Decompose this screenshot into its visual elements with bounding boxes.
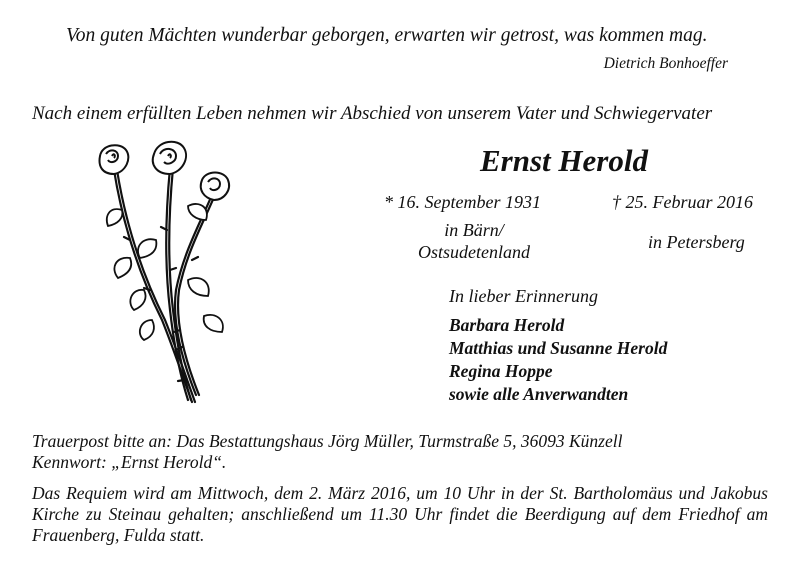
roses-illustration-icon [92, 140, 242, 410]
birth-date: * 16. September 1931 [384, 192, 541, 212]
deceased-name: Ernst Herold [480, 143, 648, 178]
mourner-name: Matthias und Susanne Herold [449, 338, 668, 358]
requiem-text: Das Requiem wird am Mittwoch, dem 2. März 2016, um 10 Uhr in der St. Bartholomäus und Jakobus Kirche zu Steinau gehalten; anschließend um 11.30 Uhr findet die Beerdigung auf dem Friedhof am Frauenberg, Fulda statt. [32, 483, 768, 545]
condolence-address [32, 431, 623, 473]
keyword-line: Kennwort: „Ernst Herold“. [32, 452, 227, 472]
intro-text: Nach einem erfüllten Leben nehmen wir Abschied von unserem Vater und Schwiegervater [32, 103, 713, 124]
condolence-address-line: Trauerpost bitte an: Das Bestattungshaus Jörg Müller, Turmstraße 5, 36093 Künzell [32, 431, 623, 451]
memory-heading: In lieber Erinnerung [449, 286, 598, 306]
birth-place-line-2: Ostsudetenland [418, 242, 530, 262]
death-date: † 25. Februar 2016 [612, 192, 753, 212]
birth-place-line-1: in Bärn/ [444, 220, 504, 240]
birth-place [400, 219, 548, 263]
death-place: in Petersberg [648, 232, 745, 252]
quote-text: Von guten Mächten wunderbar geborgen, erwarten wir getrost, was kommen mag. [66, 25, 708, 46]
mourner-name: Barbara Herold [449, 315, 565, 335]
mourner-name: Regina Hoppe [449, 361, 553, 381]
mourner-name: sowie alle Anverwandten [449, 384, 629, 404]
quote-author: Dietrich Bonhoeffer [603, 55, 728, 72]
